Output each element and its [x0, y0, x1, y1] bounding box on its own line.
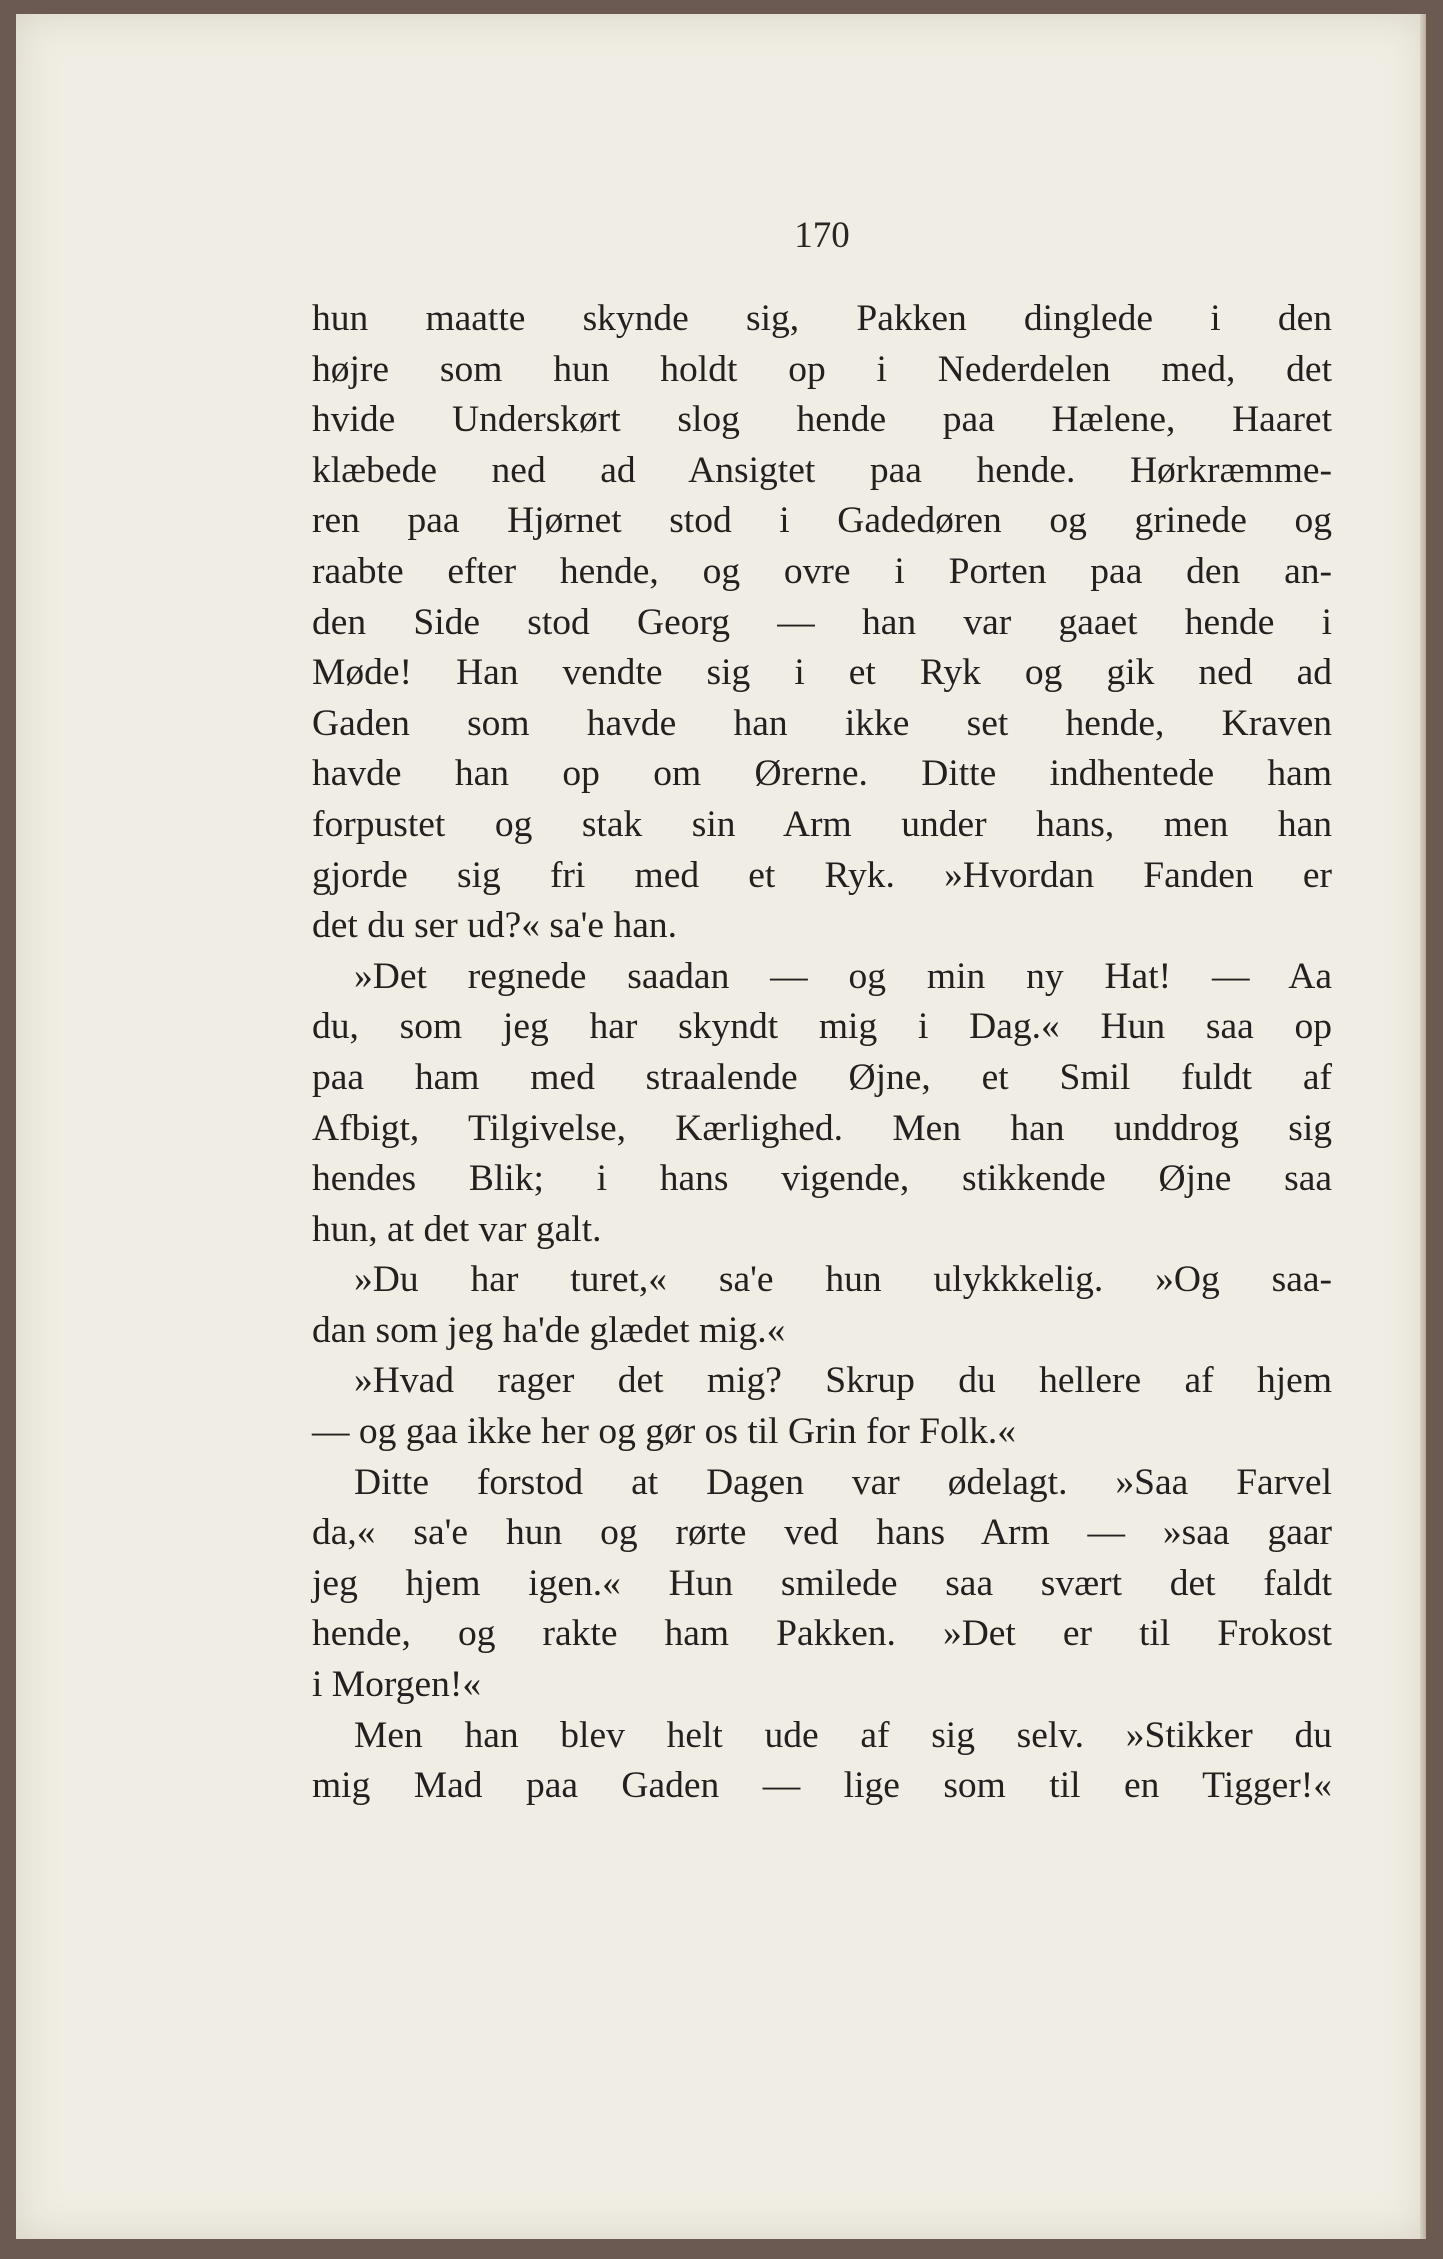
text-line: hende, og rakte ham Pakken. »Det er til Frokost: [312, 1613, 1332, 1655]
text-line: ren paa Hjørnet stod i Gadedøren og grinede og: [312, 500, 1332, 542]
text-line: mig Mad paa Gaden — lige som til en Tigger!«: [312, 1765, 1332, 1807]
book-page: [16, 14, 1426, 2239]
text-line: da,« sa'e hun og rørte ved hans Arm — »saa gaar: [312, 1512, 1332, 1554]
text-line: paa ham med straalende Øjne, et Smil fuldt af: [312, 1056, 1332, 1098]
text-line: »Du har turet,« sa'e hun ulykkkelig. »Og saa-: [354, 1259, 1332, 1301]
text-line: i Morgen!«: [312, 1664, 482, 1706]
text-line: hendes Blik; i hans vigende, stikkende Øjne saa: [312, 1158, 1332, 1200]
page-edge: [1420, 14, 1426, 2239]
text-line: gjorde sig fri med et Ryk. »Hvordan Fanden er: [312, 854, 1332, 896]
text-line: den Side stod Georg — han var gaaet hende i: [312, 601, 1332, 643]
text-line: Afbigt, Tilgivelse, Kærlighed. Men han unddrog sig: [312, 1107, 1332, 1149]
text-line: Men han blev helt ude af sig selv. »Stikker du: [354, 1714, 1332, 1756]
text-line: — og gaa ikke her og gør os til Grin for Folk.«: [312, 1411, 1017, 1453]
text-line: jeg hjem igen.« Hun smilede saa svært det faldt: [312, 1562, 1332, 1604]
text-line: forpustet og stak sin Arm under hans, men han: [312, 803, 1332, 845]
text-line: klæbede ned ad Ansigtet paa hende. Hørkræmme-: [312, 449, 1332, 491]
text-line: hun, at det var galt.: [312, 1208, 602, 1250]
text-line: højre som hun holdt op i Nederdelen med, det: [312, 348, 1332, 390]
text-line: raabte efter hende, og ovre i Porten paa den an-: [312, 550, 1332, 592]
text-line: Ditte forstod at Dagen var ødelagt. »Saa Farvel: [354, 1461, 1332, 1503]
body-text: [312, 294, 1332, 1812]
text-line: Møde! Han vendte sig i et Ryk og gik ned ad: [312, 652, 1332, 694]
text-line: det du ser ud?« sa'e han.: [312, 905, 677, 947]
text-line: »Hvad rager det mig? Skrup du hellere af hjem: [354, 1360, 1332, 1402]
text-line: hun maatte skynde sig, Pakken dinglede i den: [312, 298, 1332, 339]
text-line: hvide Underskørt slog hende paa Hælene, Haaret: [312, 399, 1332, 441]
text-line: havde han op om Ørerne. Ditte indhentede ham: [312, 753, 1332, 795]
text-line: Gaden som havde han ikke set hende, Kraven: [312, 702, 1332, 744]
text-line: dan som jeg ha'de glædet mig.«: [312, 1309, 786, 1351]
page-number: 170: [794, 215, 850, 256]
text-line: »Det regnede saadan — og min ny Hat! — Aa: [354, 955, 1332, 997]
text-line: du, som jeg har skyndt mig i Dag.« Hun saa op: [312, 1006, 1332, 1048]
